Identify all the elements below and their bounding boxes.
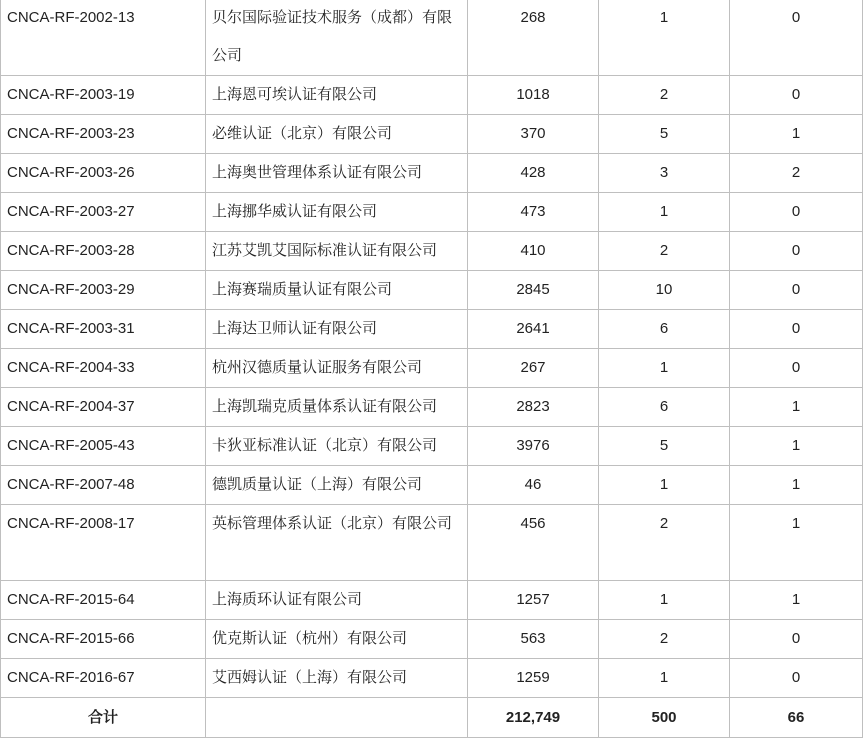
- total-count-cell: 1257: [468, 581, 599, 620]
- table-row: [1, 271, 863, 310]
- total-count-cell: 370: [468, 115, 599, 154]
- total-row: [1, 698, 863, 738]
- total-count-cell: 267: [468, 349, 599, 388]
- cert-code-cell: CNCA-RF-2016-67: [1, 659, 206, 698]
- count-cell: 2: [730, 154, 863, 193]
- org-name-cell: 卡狄亚标准认证（北京）有限公司: [206, 427, 468, 466]
- total-count-cell: 268: [468, 0, 599, 76]
- count-cell: 0: [730, 310, 863, 349]
- table-row: [1, 427, 863, 466]
- count-cell: 6: [599, 388, 730, 427]
- org-name-cell: 上海恩可埃认证有限公司: [206, 76, 468, 115]
- table-row: [1, 193, 863, 232]
- count-cell: 1: [599, 349, 730, 388]
- count-cell: 0: [730, 232, 863, 271]
- org-name-cell: 上海质环认证有限公司: [206, 581, 468, 620]
- org-name-cell: 江苏艾凯艾国际标准认证有限公司: [206, 232, 468, 271]
- count-cell: 2: [599, 232, 730, 271]
- count-cell: 1: [730, 115, 863, 154]
- table-row: [1, 505, 863, 581]
- table-row: [1, 620, 863, 659]
- count-cell: 1: [599, 659, 730, 698]
- cert-code-cell: CNCA-RF-2003-23: [1, 115, 206, 154]
- count-cell: 2: [599, 505, 730, 581]
- table-row: [1, 232, 863, 271]
- total-count-cell: 456: [468, 505, 599, 581]
- org-name-cell: 优克斯认证（杭州）有限公司: [206, 620, 468, 659]
- table-row: [1, 0, 863, 76]
- count-cell: 3: [599, 154, 730, 193]
- total-label-cell: 合计: [1, 698, 206, 738]
- total-count-cell: 46: [468, 466, 599, 505]
- cert-code-cell: CNCA-RF-2003-28: [1, 232, 206, 271]
- org-name-cell: 贝尔国际验证技术服务（成都）有限公司: [206, 0, 468, 76]
- cert-code-cell: CNCA-RF-2003-26: [1, 154, 206, 193]
- table-row: [1, 76, 863, 115]
- total-count-cell: 473: [468, 193, 599, 232]
- org-name-cell: 英标管理体系认证（北京）有限公司: [206, 505, 468, 581]
- cert-code-cell: CNCA-RF-2007-48: [1, 466, 206, 505]
- org-name-cell: 上海赛瑞质量认证有限公司: [206, 271, 468, 310]
- org-name-cell: 上海凯瑞克质量体系认证有限公司: [206, 388, 468, 427]
- count-cell: 1: [730, 466, 863, 505]
- count-cell: 0: [730, 0, 863, 76]
- total-count-cell: 563: [468, 620, 599, 659]
- count-cell: 1: [730, 388, 863, 427]
- total-count-cell: 500: [599, 698, 730, 738]
- count-cell: 1: [599, 466, 730, 505]
- org-name-cell: 上海达卫师认证有限公司: [206, 310, 468, 349]
- org-name-cell: 必维认证（北京）有限公司: [206, 115, 468, 154]
- table-row: [1, 659, 863, 698]
- total-count-cell: 2845: [468, 271, 599, 310]
- count-cell: 1: [599, 581, 730, 620]
- count-cell: 0: [730, 271, 863, 310]
- count-cell: 10: [599, 271, 730, 310]
- count-cell: 0: [730, 349, 863, 388]
- count-cell: 1: [730, 505, 863, 581]
- table-row: [1, 466, 863, 505]
- org-name-cell: 艾西姆认证（上海）有限公司: [206, 659, 468, 698]
- org-name-cell: 上海挪华威认证有限公司: [206, 193, 468, 232]
- total-count-cell: 3976: [468, 427, 599, 466]
- count-cell: 0: [730, 76, 863, 115]
- cert-code-cell: CNCA-RF-2015-66: [1, 620, 206, 659]
- org-name-cell: 德凯质量认证（上海）有限公司: [206, 466, 468, 505]
- count-cell: 5: [599, 115, 730, 154]
- table-body: [1, 0, 863, 738]
- count-cell: 1: [730, 427, 863, 466]
- table-row: [1, 388, 863, 427]
- cert-code-cell: CNCA-RF-2004-37: [1, 388, 206, 427]
- org-name-cell: 杭州汉德质量认证服务有限公司: [206, 349, 468, 388]
- count-cell: 0: [730, 193, 863, 232]
- cert-code-cell: CNCA-RF-2003-27: [1, 193, 206, 232]
- org-name-cell: 上海奥世管理体系认证有限公司: [206, 154, 468, 193]
- cert-code-cell: CNCA-RF-2003-31: [1, 310, 206, 349]
- count-cell: 0: [730, 620, 863, 659]
- grand-total-cell: 212,749: [468, 698, 599, 738]
- total-count-cell: 1259: [468, 659, 599, 698]
- cert-code-cell: CNCA-RF-2003-19: [1, 76, 206, 115]
- count-cell: 1: [599, 0, 730, 76]
- count-cell: 5: [599, 427, 730, 466]
- table-row: [1, 581, 863, 620]
- count-cell: 6: [599, 310, 730, 349]
- cert-code-cell: CNCA-RF-2004-33: [1, 349, 206, 388]
- total-count-cell: 2823: [468, 388, 599, 427]
- count-cell: 1: [730, 581, 863, 620]
- count-cell: 2: [599, 76, 730, 115]
- total-count-cell: 2641: [468, 310, 599, 349]
- total-name-cell: [206, 698, 468, 738]
- count-cell: 1: [599, 193, 730, 232]
- total-count-cell: 66: [730, 698, 863, 738]
- table-row: [1, 310, 863, 349]
- count-cell: 2: [599, 620, 730, 659]
- table-row: [1, 115, 863, 154]
- table-row: [1, 154, 863, 193]
- total-count-cell: 410: [468, 232, 599, 271]
- total-count-cell: 1018: [468, 76, 599, 115]
- cert-code-cell: CNCA-RF-2015-64: [1, 581, 206, 620]
- cert-code-cell: CNCA-RF-2005-43: [1, 427, 206, 466]
- total-count-cell: 428: [468, 154, 599, 193]
- count-cell: 0: [730, 659, 863, 698]
- cert-code-cell: CNCA-RF-2003-29: [1, 271, 206, 310]
- table-row: [1, 349, 863, 388]
- cert-code-cell: CNCA-RF-2008-17: [1, 505, 206, 581]
- cert-code-cell: CNCA-RF-2002-13: [1, 0, 206, 76]
